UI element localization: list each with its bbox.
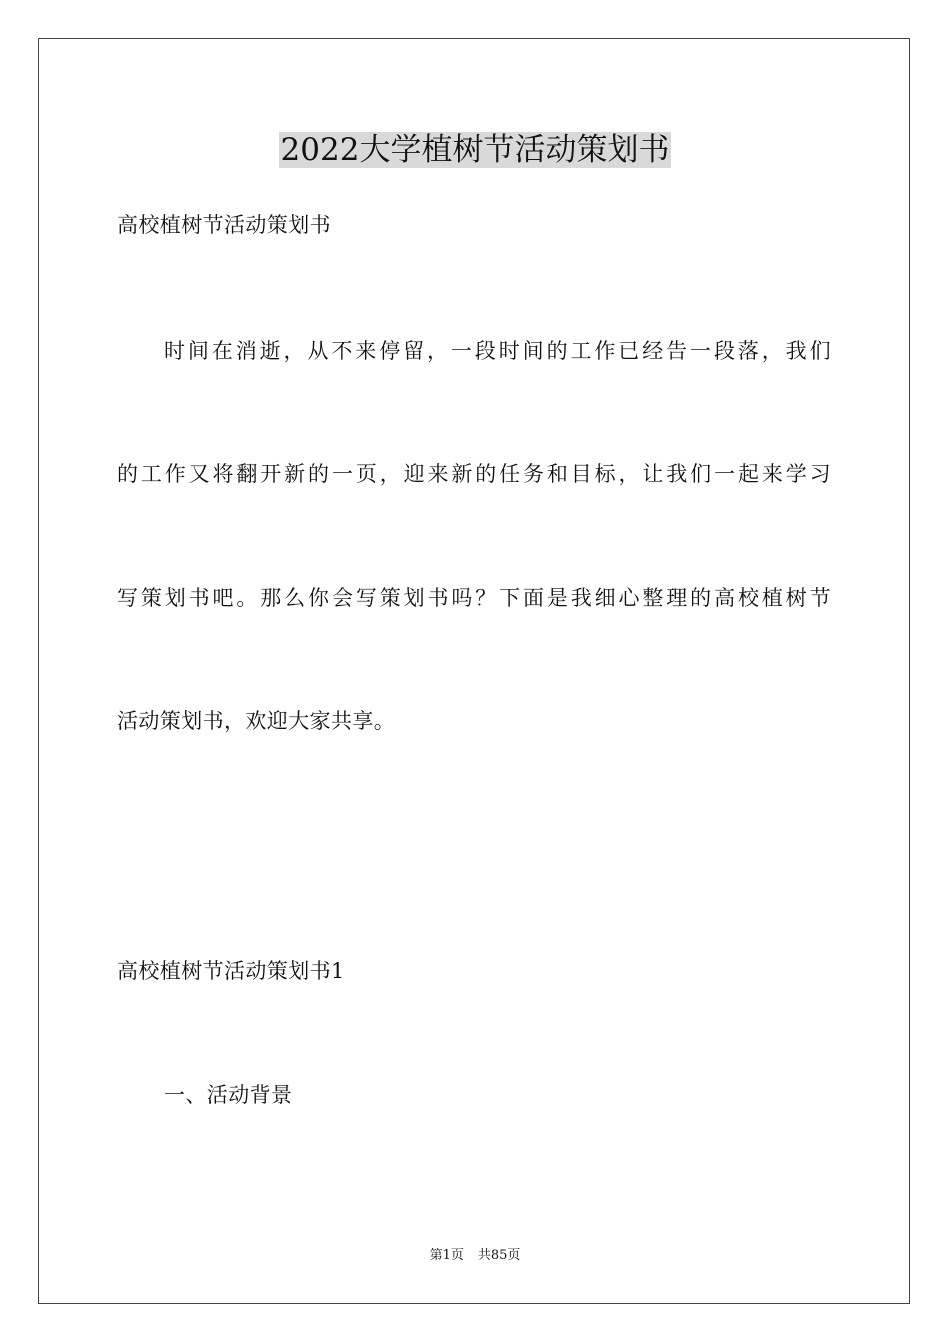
paragraph-line-1: 时间在消逝，从不来停留，一段时间的工作已经告一段落，我们 <box>164 339 831 363</box>
subsection-heading: 一、活动背景 <box>164 1083 293 1107</box>
page-footer <box>0 1247 950 1265</box>
paragraph-line-2: 的工作又将翻开新的一页，迎来新的任务和目标，让我们一起来学习 <box>117 462 831 486</box>
page-total: 共85页 <box>477 1248 521 1263</box>
document-title-text: 2022大学植树节活动策划书 <box>280 132 670 168</box>
page-number: 第1页 <box>429 1248 464 1263</box>
document-subtitle: 高校植树节活动策划书 <box>117 213 331 237</box>
document-title <box>0 128 950 172</box>
paragraph-line-4: 活动策划书，欢迎大家共享。 <box>117 709 396 733</box>
section-heading: 高校植树节活动策划书1 <box>117 959 345 983</box>
paragraph-line-3: 写策划书吧。那么你会写策划书吗？下面是我细心整理的高校植树节 <box>117 586 831 610</box>
